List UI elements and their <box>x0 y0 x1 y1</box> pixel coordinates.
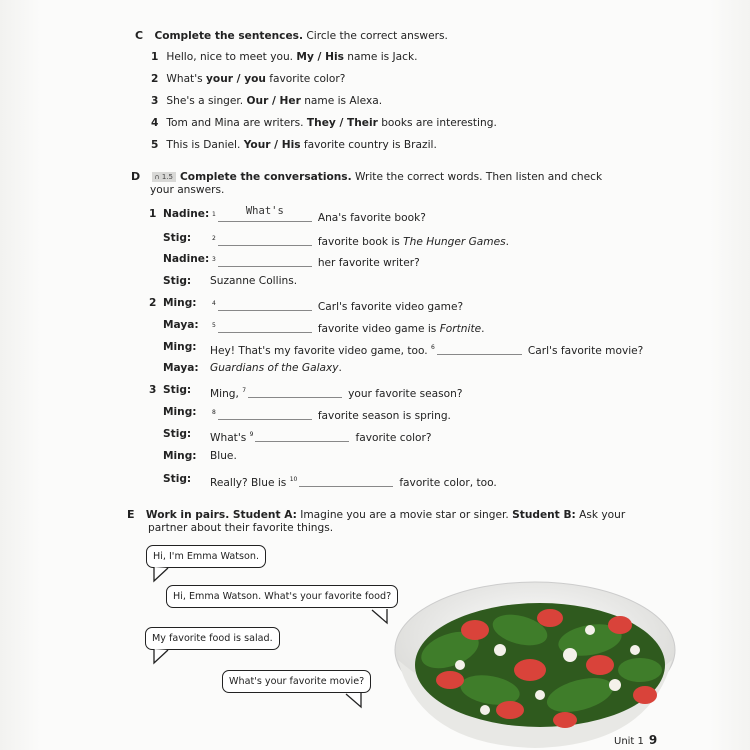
answer-choices[interactable]: Our / Her <box>246 95 301 107</box>
speaker-name: Nadine: <box>163 208 210 220</box>
answer-choices[interactable]: They / Their <box>306 117 378 129</box>
dialog-line <box>212 205 426 225</box>
blank-number: 8 <box>212 409 216 416</box>
speech-bubble <box>145 627 280 650</box>
sentence-item <box>151 139 437 152</box>
answer-blank[interactable] <box>248 387 342 398</box>
dialog-number: 1 <box>149 208 157 220</box>
dialog-text: your favorite season? <box>348 388 463 400</box>
dialog-text: Really? Blue is <box>210 477 290 489</box>
sentence-item <box>151 73 345 86</box>
speaker-name: Nadine: <box>163 253 210 265</box>
speaker-name: Ming: <box>163 406 197 418</box>
instruction-text: Write the correct words. Then listen and check <box>351 171 603 183</box>
instruction-bold: Complete the conversations. <box>180 171 352 183</box>
sentence-text: name is Jack. <box>343 51 418 63</box>
answer-choices[interactable]: Your / His <box>243 139 301 151</box>
blank-number: 4 <box>212 300 216 307</box>
dialog-text: Suzanne Collins. <box>210 275 298 287</box>
audio-track-badge[interactable] <box>152 172 177 182</box>
answer-choices[interactable]: your / you <box>206 73 266 85</box>
answer-blank[interactable] <box>299 476 393 487</box>
speaker-name: Stig: <box>163 384 192 396</box>
answer-blank[interactable] <box>218 256 312 267</box>
dialog-line <box>210 341 643 358</box>
dialog-line <box>212 319 485 336</box>
bubble-text: Hi, Emma Watson. What's your favorite food? <box>173 591 392 602</box>
instruction-bold: Work in pairs. Student A: <box>145 509 297 521</box>
speech-bubble-tail <box>370 609 390 625</box>
unit-label: Unit 1 <box>614 736 644 747</box>
dialog-text: Blue. <box>210 450 237 462</box>
dialog-line <box>210 275 297 288</box>
answer-blank[interactable] <box>437 344 522 355</box>
dialog-line <box>212 232 509 249</box>
blank-number: 10 <box>289 476 298 483</box>
dialog-text: Carl's favorite video game? <box>317 301 464 313</box>
blank-number: 9 <box>249 431 254 438</box>
bubble-text: Hi, I'm Emma Watson. <box>153 551 260 562</box>
speaker-name: Stig: <box>163 232 192 244</box>
dialog-text: her favorite writer? <box>317 257 420 269</box>
sentence-text: favorite color? <box>265 73 346 85</box>
speech-bubble <box>222 670 371 693</box>
dialog-text: Hey! That's my favorite video game, too. <box>210 345 432 357</box>
dialog-text: Ming, <box>210 388 243 400</box>
dialog-line <box>210 450 237 463</box>
section-letter: D <box>131 170 141 183</box>
speaker-name: Maya: <box>163 319 199 331</box>
answer-blank[interactable] <box>218 322 312 333</box>
dialog-text: . <box>505 236 510 248</box>
item-number: 4 <box>151 117 159 129</box>
speaker-name: Stig: <box>163 473 192 485</box>
dialog-line <box>210 473 497 490</box>
dialog-text: Fortnite <box>439 323 482 335</box>
speech-bubble-tail <box>152 649 172 665</box>
speech-bubble <box>166 585 398 608</box>
sentence-text: name is Alexa. <box>300 95 383 107</box>
answer-blank[interactable] <box>218 235 312 246</box>
sentence-item <box>151 95 382 108</box>
section-letter: E <box>127 508 135 521</box>
answer-blank[interactable] <box>218 205 312 222</box>
speaker-name: Stig: <box>163 275 192 287</box>
speech-bubble <box>146 545 266 568</box>
salad-bowl-photo <box>390 570 680 750</box>
dialog-line <box>212 297 463 314</box>
page-number: 9 <box>648 733 658 747</box>
sentence-item <box>151 51 417 64</box>
speaker-name: Stig: <box>163 428 192 440</box>
blank-number: 1 <box>212 211 216 218</box>
instruction-text: Circle the correct answers. <box>302 30 448 42</box>
instruction-text-line2: your answers. <box>150 184 225 196</box>
answer-choices[interactable]: My / His <box>296 51 344 63</box>
bubble-text: What's your favorite movie? <box>229 676 365 687</box>
track-number: 1.5 <box>161 173 174 181</box>
item-number: 5 <box>151 139 159 151</box>
speech-bubble-tail <box>344 693 364 709</box>
dialog-line <box>212 406 451 423</box>
blank-number: 3 <box>212 256 216 263</box>
sentence-text: books are interesting. <box>377 117 497 129</box>
bubble-text: My favorite food is salad. <box>152 633 273 644</box>
speaker-name: Maya: <box>163 362 199 374</box>
dialog-line <box>210 428 432 445</box>
sentence-text: What's <box>166 73 207 85</box>
blank-number: 5 <box>212 322 216 329</box>
dialog-number: 3 <box>149 384 157 396</box>
sentence-text: This is Daniel. <box>166 139 244 151</box>
dialog-text: favorite color? <box>355 432 432 444</box>
dialog-line <box>212 253 420 270</box>
speaker-name: Ming: <box>163 341 197 353</box>
dialog-text: favorite color, too. <box>399 477 497 489</box>
dialog-text: What's <box>210 432 250 444</box>
sentence-item <box>151 117 497 130</box>
dialog-text: . <box>338 362 342 374</box>
answer-blank[interactable] <box>255 431 349 442</box>
dialog-text: favorite season is spring. <box>317 410 451 422</box>
page-footer <box>614 733 657 747</box>
dialog-text: Guardians of the Galaxy <box>210 362 339 374</box>
instruction-bold: Student B: <box>512 509 576 521</box>
sentence-text: Tom and Mina are writers. <box>166 117 307 129</box>
instruction-bold: Complete the sentences. <box>154 30 303 42</box>
dialog-text: . <box>481 323 485 335</box>
speaker-name: Ming: <box>163 297 197 309</box>
section-d-heading <box>131 170 602 184</box>
dialog-line <box>210 362 342 375</box>
dialog-text: Ana's favorite book? <box>317 212 426 224</box>
dialog-text: The Hunger Games <box>403 236 506 248</box>
section-letter: C <box>135 29 144 42</box>
section-c-heading <box>135 29 448 43</box>
sentence-text: She's a singer. <box>166 95 247 107</box>
blank-number: 7 <box>242 387 247 394</box>
section-e-heading <box>127 508 625 522</box>
sentence-text: favorite country is Brazil. <box>300 139 437 151</box>
sentence-text: Hello, nice to meet you. <box>166 51 297 63</box>
item-number: 1 <box>151 51 159 63</box>
headphones-icon: ∩ <box>154 173 160 181</box>
dialog-text: favorite book is <box>317 236 404 248</box>
instruction-text: Ask your <box>575 509 626 521</box>
answer-blank[interactable] <box>218 409 312 420</box>
answer-blank[interactable] <box>218 300 312 311</box>
item-number: 2 <box>151 73 159 85</box>
dialog-text: favorite video game is <box>317 323 440 335</box>
dialog-line <box>210 384 462 401</box>
speaker-name: Ming: <box>163 450 197 462</box>
dialog-text: Carl's favorite movie? <box>527 345 644 357</box>
speech-bubble-tail <box>152 567 172 583</box>
instruction-text-line2: partner about their favorite things. <box>148 522 334 534</box>
handwritten-answer: What's <box>245 205 284 217</box>
instruction-text: Imagine you are a movie star or singer. <box>296 509 513 521</box>
dialog-number: 2 <box>149 297 157 309</box>
item-number: 3 <box>151 95 159 107</box>
blank-number: 2 <box>212 235 216 242</box>
blank-number: 6 <box>431 344 435 351</box>
